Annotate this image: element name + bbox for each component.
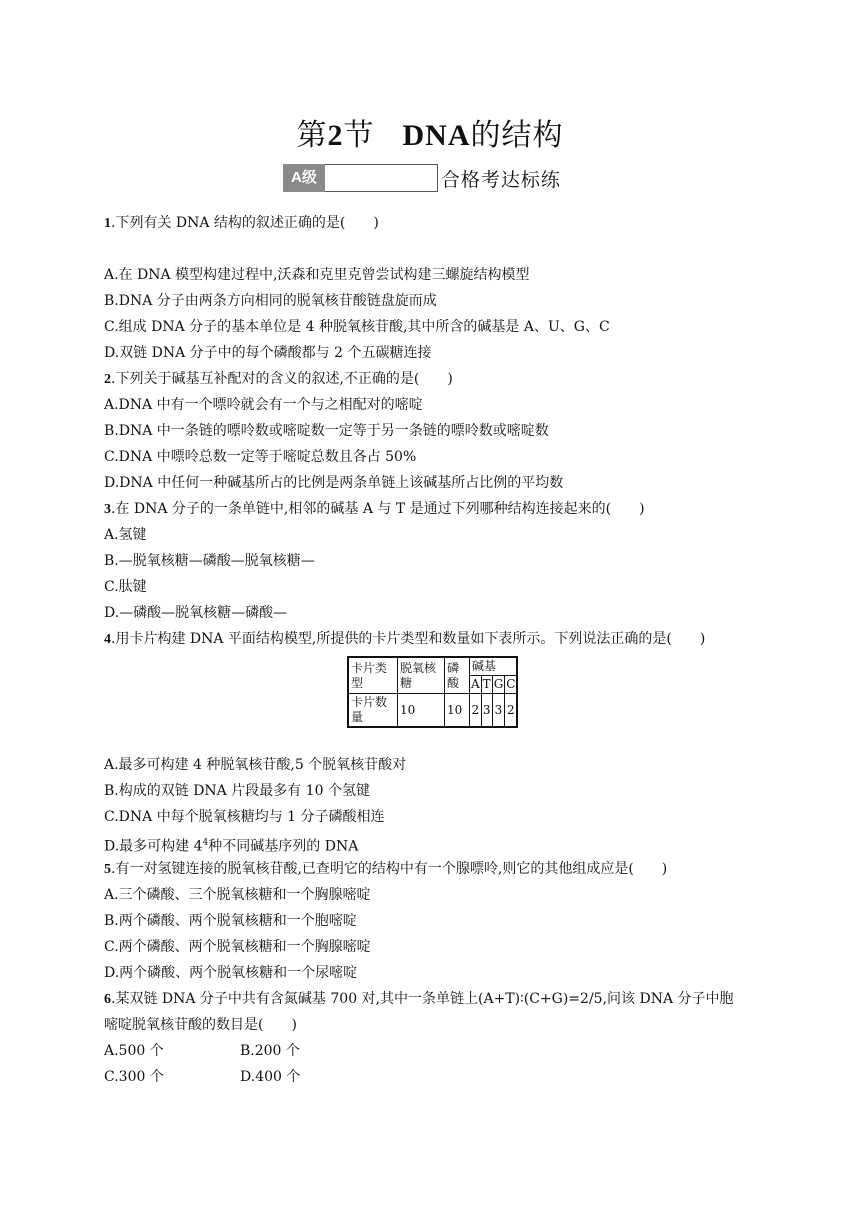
- header-base-a: A: [470, 676, 482, 694]
- question-3-option-d: D.—磷酸—脱氧核糖—磷酸—: [104, 605, 288, 621]
- title-dna: DNA: [402, 119, 471, 152]
- question-4-option-a: A.最多可构建 4 种脱氧核苷酸,5 个脱氧核苷酸对: [104, 757, 407, 773]
- question-4-option-c: C.DNA 中每个脱氧核糖均与 1 分子磷酸相连: [104, 809, 385, 825]
- level-badge: A级: [283, 164, 325, 192]
- question-3-option-a: A.氢键: [104, 527, 147, 543]
- question-list: [104, 210, 764, 1090]
- header-deoxyribose: 脱氧核糖: [398, 657, 445, 694]
- title-suffix: 节: [343, 118, 375, 153]
- title-number: 2: [327, 119, 344, 152]
- cell-base-g-count: 3: [492, 694, 505, 728]
- question-2-option-b: B.DNA 中一条链的嘌呤数或嘧啶数一定等于另一条链的嘌呤数或嘧啶数: [104, 423, 549, 439]
- question-5-option-b: B.两个磷酸、两个脱氧核糖和一个胞嘧啶: [104, 913, 357, 929]
- question-3-option-b: B.—脱氧核糖—磷酸—脱氧核糖—: [104, 553, 315, 569]
- cell-phosphate-count: 10: [445, 694, 470, 728]
- card-table: [347, 656, 518, 728]
- question-6-stem-continued: 嘧啶脱氧核苷酸的数目是( ): [104, 1017, 297, 1033]
- page-title: [0, 110, 860, 154]
- question-4-option-d: D.最多可构建 $4^4$种不同碱基序列的 DNA: [104, 838, 359, 855]
- question-6-stem: 6.某双链 DNA 分子中共有含氮碱基 700 对,其中一条单链上(A+T)∶(C+G)=2/5,问该 DNA 分子中胞: [104, 991, 734, 1007]
- question-1-option-b: B.DNA 分子由两条方向相同的脱氧核苷酸链盘旋而成: [104, 293, 437, 309]
- question-6-option-d: D.400 个: [240, 1069, 301, 1085]
- question-2-option-a: A.DNA 中有一个嘌呤就会有一个与之相配对的嘧啶: [104, 397, 423, 413]
- question-5-option-c: C.两个磷酸、两个脱氧核糖和一个胸腺嘧啶: [104, 939, 371, 955]
- level-label: 合格考达标练: [440, 168, 561, 191]
- header-phosphate: 磷酸: [445, 657, 470, 694]
- cell-base-c-count: 2: [505, 694, 518, 728]
- card-table-header-row: [348, 657, 517, 676]
- question-5-option-d: D.两个磷酸、两个脱氧核糖和一个尿嘧啶: [104, 965, 358, 981]
- question-6-options-row-1: [104, 1038, 764, 1064]
- question-2-stem: 2.下列关于碱基互补配对的含义的叙述,不正确的是( ): [104, 371, 453, 387]
- cell-deoxyribose-count: 10: [398, 694, 445, 728]
- question-1-option-a: A.在 DNA 模型构建过程中,沃森和克里克曾尝试构建三螺旋结构模型: [104, 267, 530, 283]
- question-5-stem: 5.有一对氢键连接的脱氧核苷酸,已查明它的结构中有一个腺嘌呤,则它的其他组成应是( ): [104, 861, 668, 877]
- header-card-type: 卡片类型: [348, 657, 398, 694]
- question-6-options-row-2: [104, 1064, 764, 1090]
- card-table-count-row: [348, 694, 517, 728]
- question-2-option-c: C.DNA 中嘌呤总数一定等于嘧啶总数且各占 50%: [104, 449, 417, 465]
- title-rest: 的结构: [470, 118, 564, 153]
- header-base: 碱基: [470, 657, 518, 676]
- level-header: [283, 163, 561, 193]
- level-box: [325, 164, 438, 192]
- cell-base-a-count: 2: [470, 694, 482, 728]
- header-base-g: G: [492, 676, 505, 694]
- cell-base-t-count: 3: [481, 694, 492, 728]
- question-2-option-d: D.DNA 中任何一种碱基所占的比例是两条单链上该碱基所占比例的平均数: [104, 475, 564, 491]
- header-base-t: T: [481, 676, 492, 694]
- question-3-option-c: C.肽键: [104, 579, 147, 595]
- question-6-option-c: C.300 个: [104, 1069, 164, 1085]
- question-6-option-b: B.200 个: [240, 1043, 300, 1059]
- question-3-stem: 3.在 DNA 分子的一条单链中,相邻的碱基 A 与 T 是通过下列哪种结构连接起来的( ): [104, 501, 645, 517]
- question-1-option-c: C.组成 DNA 分子的基本单位是 4 种脱氧核苷酸,其中所含的碱基是 A、U、G、C: [104, 319, 610, 335]
- question-5-option-a: A.三个磷酸、三个脱氧核糖和一个胸腺嘧啶: [104, 887, 371, 903]
- row-label-card-count: 卡片数量: [348, 694, 398, 728]
- question-4-stem: 4.用卡片构建 DNA 平面结构模型,所提供的卡片类型和数量如下表所示。下列说法正确的是( ): [104, 631, 706, 647]
- question-1-option-d: D.双链 DNA 分子中的每个磷酸都与 2 个五碳糖连接: [104, 345, 432, 361]
- question-4-option-b: B.构成的双链 DNA 片段最多有 10 个氢键: [104, 783, 370, 799]
- question-6-option-a: A.500 个: [104, 1043, 164, 1059]
- title-prefix: 第: [296, 118, 328, 153]
- question-1-stem: 1.下列有关 DNA 结构的叙述正确的是( ): [104, 215, 379, 231]
- header-base-c: C: [505, 676, 518, 694]
